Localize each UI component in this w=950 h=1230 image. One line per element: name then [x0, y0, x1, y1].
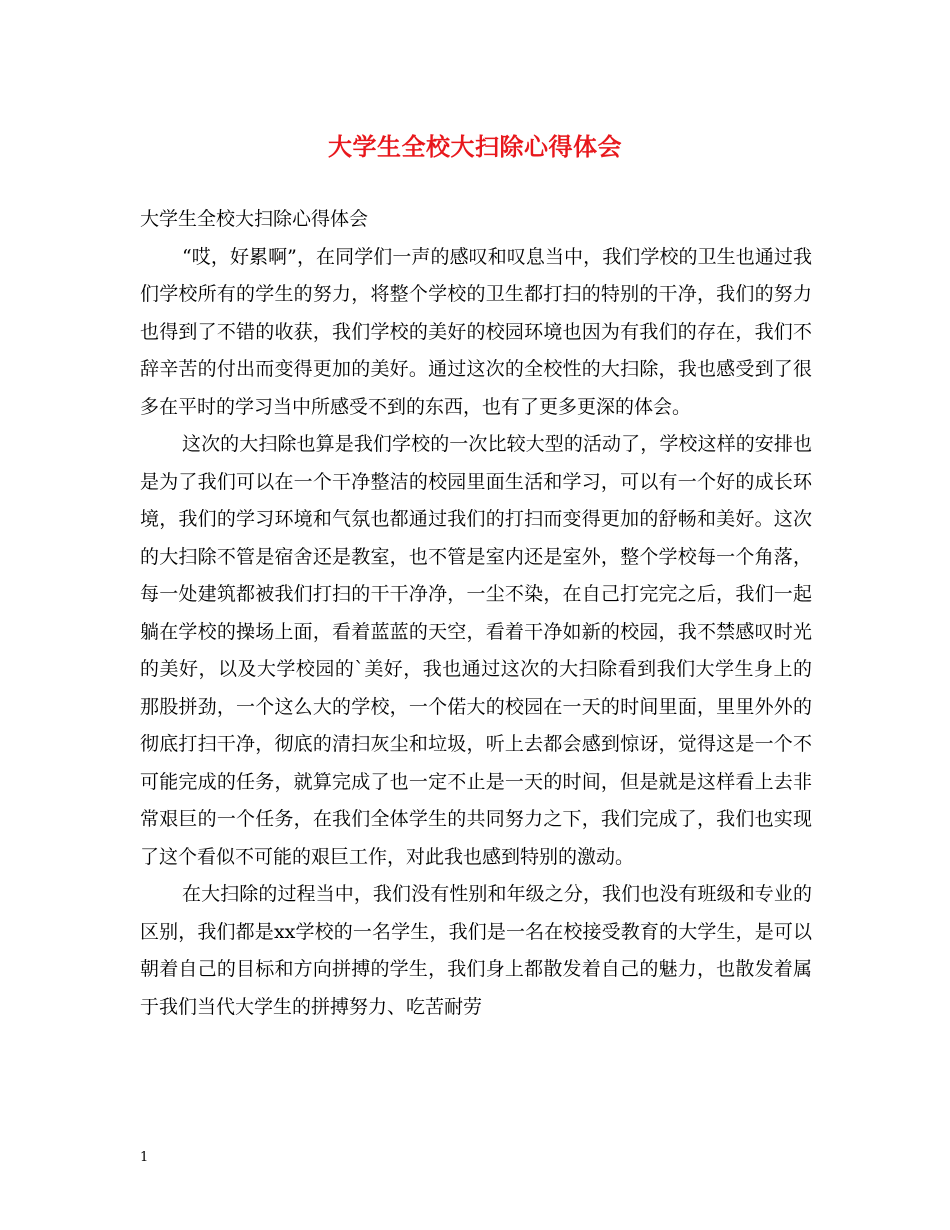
paragraph-2: 这次的大扫除也算是我们学校的一次比较大型的活动了，学校这样的安排也是为了我们可以在一个干净整洁的校园里面生活和学习，可以有一个好的成长环境，我们的学习环境和气氛也都通过我们的打扫而变得更加的舒畅和美好。这次的大扫除不管是宿舍还是教室，也不管是室内还是室外，整个学校每一个角落，每一处建筑都被我们打扫的干干净净，一尘不染，在自己打完完之后，我们一起躺在学校的操场上面，看着蓝蓝的天空，看着干净如新的校园，我不禁感叹时光的美好，以及大学校园的`美好，我也通过这次的大扫除看到我们大学生身上的那股拼劲，一个这么大的学校，一个偌大的校园在一天的时间里面，里里外外的彻底打扫干净，彻底的清扫灰尘和垃圾，听上去都会感到惊讶，觉得这是一个不可能完成的任务，就算完成了也一定不止是一天的时间，但是就是这样看上去非常艰巨的一个任务，在我们全体学生的共同努力之下，我们完成了，我们也实现了这个看似不可能的艰巨工作，对此我也感到特别的激动。: [140, 433, 812, 868]
document-body: [140, 201, 812, 1026]
page-number: 1: [140, 1150, 149, 1165]
paragraph-1: “哎，好累啊”，在同学们一声的感叹和叹息当中，我们学校的卫生也通过我们学校所有的学生的努力，将整个学校的卫生都打扫的特别的干净，我们的努力也得到了不错的收获，我们学校的美好的校园环境也因为有我们的存在，我们不辞辛苦的付出而变得更加的美好。通过这次的全校性的大扫除，我也感受到了很多在平时的学习当中所感受不到的东西，也有了更多更深的体会。: [140, 245, 812, 418]
document-subtitle: 大学生全校大扫除心得体会: [140, 208, 369, 230]
document-title: 大学生全校大扫除心得体会: [328, 132, 622, 161]
paragraph-3: 在大扫除的过程当中，我们没有性别和年级之分，我们也没有班级和专业的区别，我们都是xx学校的一名学生，我们是一名在校接受教育的大学生，是可以朝着自己的目标和方向拼搏的学生，我们身上都散发着自己的魅力，也散发着属于我们当代大学生的拼搏努力、吃苦耐劳: [140, 883, 812, 1018]
